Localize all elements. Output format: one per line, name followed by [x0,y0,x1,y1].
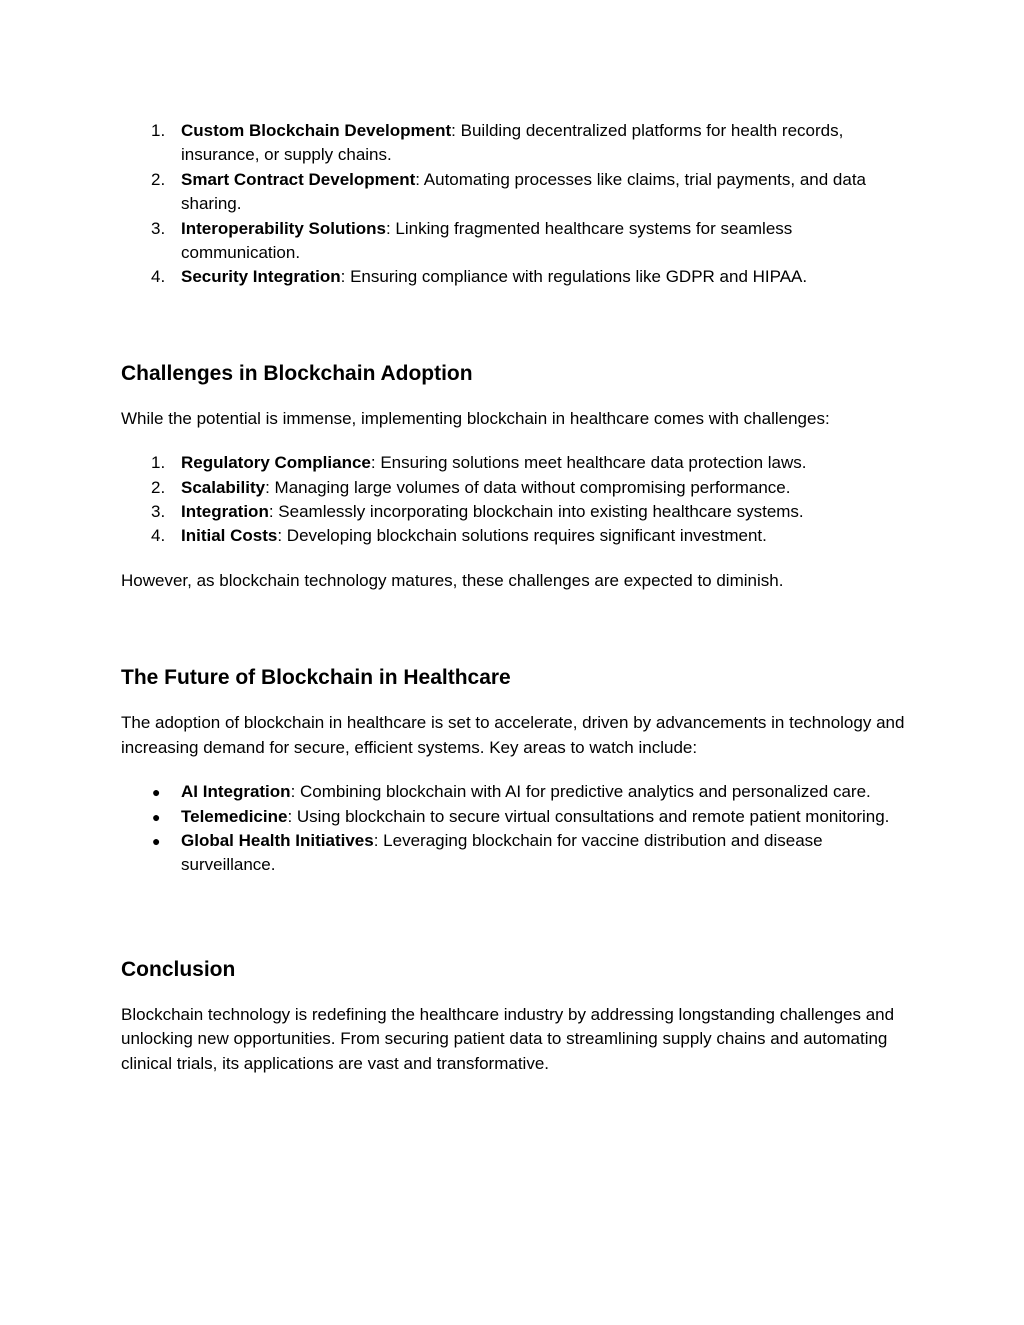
list-marker: 2. [151,477,166,497]
list-item-text: : Linking fragmented healthcare systems for seamless communication. [181,218,793,263]
list-item-term: Initial Costs [181,526,278,546]
future-heading: The Future of Blockchain in Healthcare [121,666,511,690]
list-item-term: Global Health Initiatives [181,830,374,850]
challenges-outro: However, as blockchain technology matures, these challenges are expected to diminish. [121,570,784,590]
conclusion-heading: Conclusion [121,957,236,981]
list-item [121,829,911,878]
list-item-term: Telemedicine [181,806,288,826]
list-item-text: : Seamlessly incorporating blockchain into existing healthcare systems. [268,502,804,522]
list-item-term: Regulatory Compliance [181,453,371,473]
list-item [121,524,911,548]
list-marker: 2. [151,169,166,189]
list-item-term: Scalability [181,477,266,497]
list-item [121,217,911,266]
future-intro: The adoption of blockchain in healthcare is set to accelerate, driven by advancements in technology and increasing demand for secure, efficient systems. Key areas to watch include: [121,713,905,757]
list-marker: 4. [151,526,166,546]
challenges-intro: While the potential is immense, implementing blockchain in healthcare comes with challenges: [121,408,830,428]
conclusion-body: Blockchain technology is redefining the healthcare industry by addressing longstanding challenges and unlocking new opportunities. From securing patient data to streamlining supply chains and automating clinical trials, its applications are vast and transformative. [121,1004,895,1073]
list-item-term: Security Integration [181,267,341,287]
challenges-list [121,451,911,549]
challenges-heading: Challenges in Blockchain Adoption [121,361,473,385]
list-item-text: : Managing large volumes of data without compromising performance. [265,477,791,497]
list-item-text: : Using blockchain to secure virtual consultations and remote patient monitoring. [287,806,890,826]
list-item-text: : Building decentralized platforms for health records, insurance, or supply chains. [181,121,844,165]
list-item-text: : Developing blockchain solutions requires significant investment. [277,526,767,546]
list-item [121,476,911,500]
list-item-term: Smart Contract Development [181,169,416,189]
list-item [121,265,911,289]
list-item [121,780,911,804]
list-item-text: : Ensuring compliance with regulations like GDPR and HIPAA. [340,267,808,287]
services-list [121,119,911,290]
list-item-term: Interoperability Solutions [181,218,386,238]
future-list [121,780,911,878]
list-item [121,168,911,217]
bullet-icon: ● [152,808,161,825]
document-content [121,119,911,1076]
list-marker: 1. [151,121,166,140]
list-marker: 3. [151,502,166,522]
list-item [121,119,911,168]
list-item [121,805,911,829]
bullet-icon: ● [152,784,161,801]
list-marker: 1. [151,453,166,473]
list-item [121,500,911,524]
list-marker: 3. [151,218,166,238]
list-item-term: Integration [181,502,269,522]
list-item-text: : Automating processes like claims, trial payments, and data sharing. [181,169,866,214]
list-item-text: : Leveraging blockchain for vaccine distribution and disease surveillance. [181,830,823,875]
list-item-text: : Combining blockchain with AI for predictive analytics and personalized care. [290,782,871,802]
list-item-term: Custom Blockchain Development [181,121,452,140]
bullet-icon: ● [152,832,161,849]
list-item-term: AI Integration [181,782,291,802]
list-marker: 4. [151,267,166,287]
list-item-text: : Ensuring solutions meet healthcare data protection laws. [370,453,807,473]
list-item [121,451,911,475]
